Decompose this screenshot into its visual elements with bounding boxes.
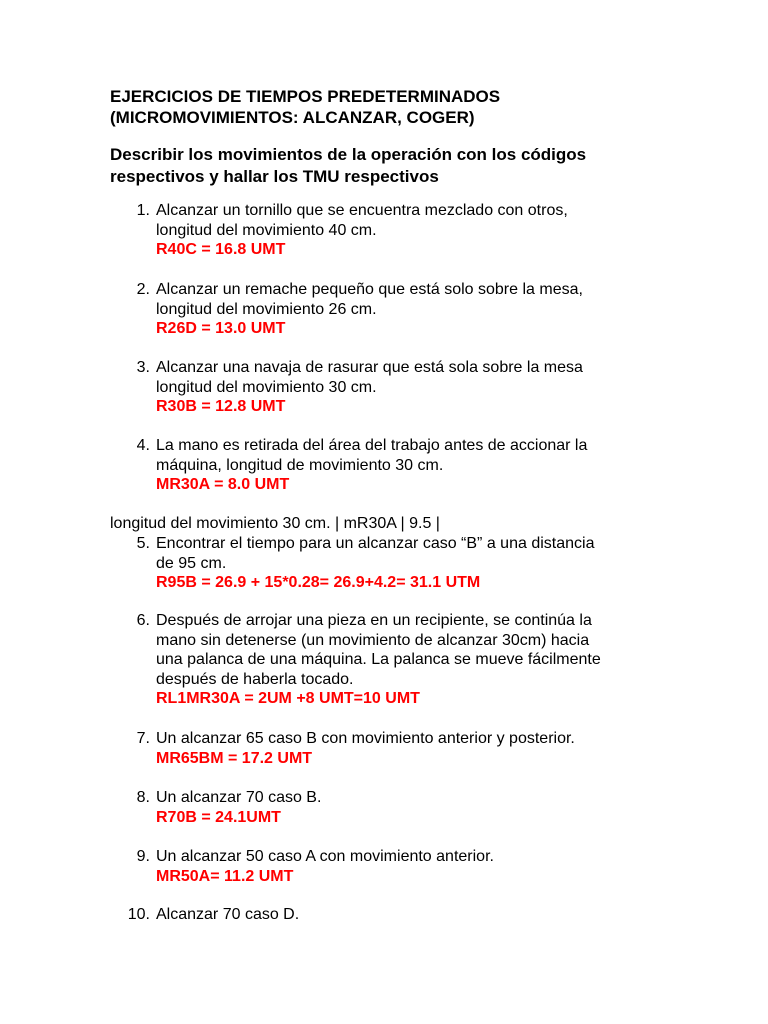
item-answer: MR30A = 8.0 UMT bbox=[156, 476, 290, 493]
item-line: después de haberla tocado. bbox=[156, 670, 354, 688]
item-line: Un alcanzar 50 caso A con movimiento anterior. bbox=[156, 848, 494, 865]
item-answer: R40C = 16.8 UMT bbox=[156, 241, 286, 258]
item-line: La mano es retirada del área del trabajo antes de accionar la bbox=[156, 437, 588, 454]
item-text bbox=[156, 280, 670, 339]
item-number: 6. bbox=[136, 612, 150, 629]
item-text bbox=[156, 358, 670, 417]
stray-text-line: longitud del movimiento 30 cm. | mR30A | 9.5 | bbox=[110, 515, 440, 532]
instructions-line-1: Describir los movimientos de la operación con los códigos bbox=[110, 145, 587, 164]
item-line: Encontrar el tiempo para un alcanzar caso “B” a una distancia bbox=[156, 535, 595, 552]
item-answer: MR65BM = 17.2 UMT bbox=[156, 749, 313, 767]
item-line: Un alcanzar 70 caso B. bbox=[156, 789, 322, 806]
item-number: 7. bbox=[136, 730, 150, 747]
item-line: de 95 cm. bbox=[156, 554, 227, 572]
item-answer: R95B = 26.9 + 15*0.28= 26.9+4.2= 31.1 UTM bbox=[156, 574, 481, 591]
item-line: Alcanzar un remache pequeño que está solo sobre la mesa, bbox=[156, 281, 583, 298]
item-number: 1. bbox=[136, 202, 150, 219]
item-number: 4. bbox=[136, 437, 150, 454]
item-answer: R30B = 12.8 UMT bbox=[156, 398, 286, 415]
item-line: Alcanzar un tornillo que se encuentra mezclado con otros, bbox=[156, 202, 568, 219]
item-number: 8. bbox=[136, 789, 150, 806]
item-answer: R26D = 13.0 UMT bbox=[156, 320, 286, 337]
item-line: Después de arrojar una pieza en un recipiente, se continúa la bbox=[156, 612, 592, 629]
item-text bbox=[156, 611, 670, 709]
instructions-line-2: respectivos y hallar los TMU respectivos bbox=[110, 167, 439, 186]
item-number: 5. bbox=[136, 535, 150, 552]
instructions bbox=[110, 144, 586, 188]
item-number: 9. bbox=[136, 848, 150, 865]
item-line: Alcanzar 70 caso D. bbox=[156, 906, 300, 923]
item-line: longitud del movimiento 30 cm. bbox=[156, 378, 377, 396]
document-title bbox=[110, 86, 500, 128]
item-line: longitud del movimiento 26 cm. bbox=[156, 300, 377, 318]
item-text bbox=[156, 847, 670, 886]
item-answer: MR50A= 11.2 UMT bbox=[156, 867, 294, 885]
item-number: 10. bbox=[127, 906, 150, 923]
item-line: máquina, longitud de movimiento 30 cm. bbox=[156, 456, 444, 474]
item-answer: RL1MR30A = 2UM +8 UMT=10 UMT bbox=[156, 690, 420, 707]
item-text bbox=[156, 788, 670, 827]
item-text bbox=[156, 201, 670, 260]
item-answer: R70B = 24.1UMT bbox=[156, 808, 281, 826]
item-line: longitud del movimiento 40 cm. bbox=[156, 221, 377, 239]
item-line: Alcanzar una navaja de rasurar que está sola sobre la mesa bbox=[156, 359, 583, 376]
title-line-1: EJERCICIOS DE TIEMPOS PREDETERMINADOS bbox=[110, 87, 501, 106]
title-line-2: (MICROMOVIMIENTOS: ALCANZAR, COGER) bbox=[110, 108, 475, 127]
item-line: una palanca de una máquina. La palanca se mueve fácilmente bbox=[156, 651, 601, 668]
item-text bbox=[156, 534, 670, 593]
item-line: mano sin detenerse (un movimiento de alcanzar 30cm) hacia bbox=[156, 631, 590, 649]
item-text bbox=[156, 905, 670, 925]
item-text bbox=[156, 436, 670, 495]
item-text bbox=[156, 729, 670, 768]
item-number: 3. bbox=[136, 359, 150, 376]
item-line: Un alcanzar 65 caso B con movimiento anterior y posterior. bbox=[156, 730, 575, 747]
item-number: 2. bbox=[136, 281, 150, 298]
